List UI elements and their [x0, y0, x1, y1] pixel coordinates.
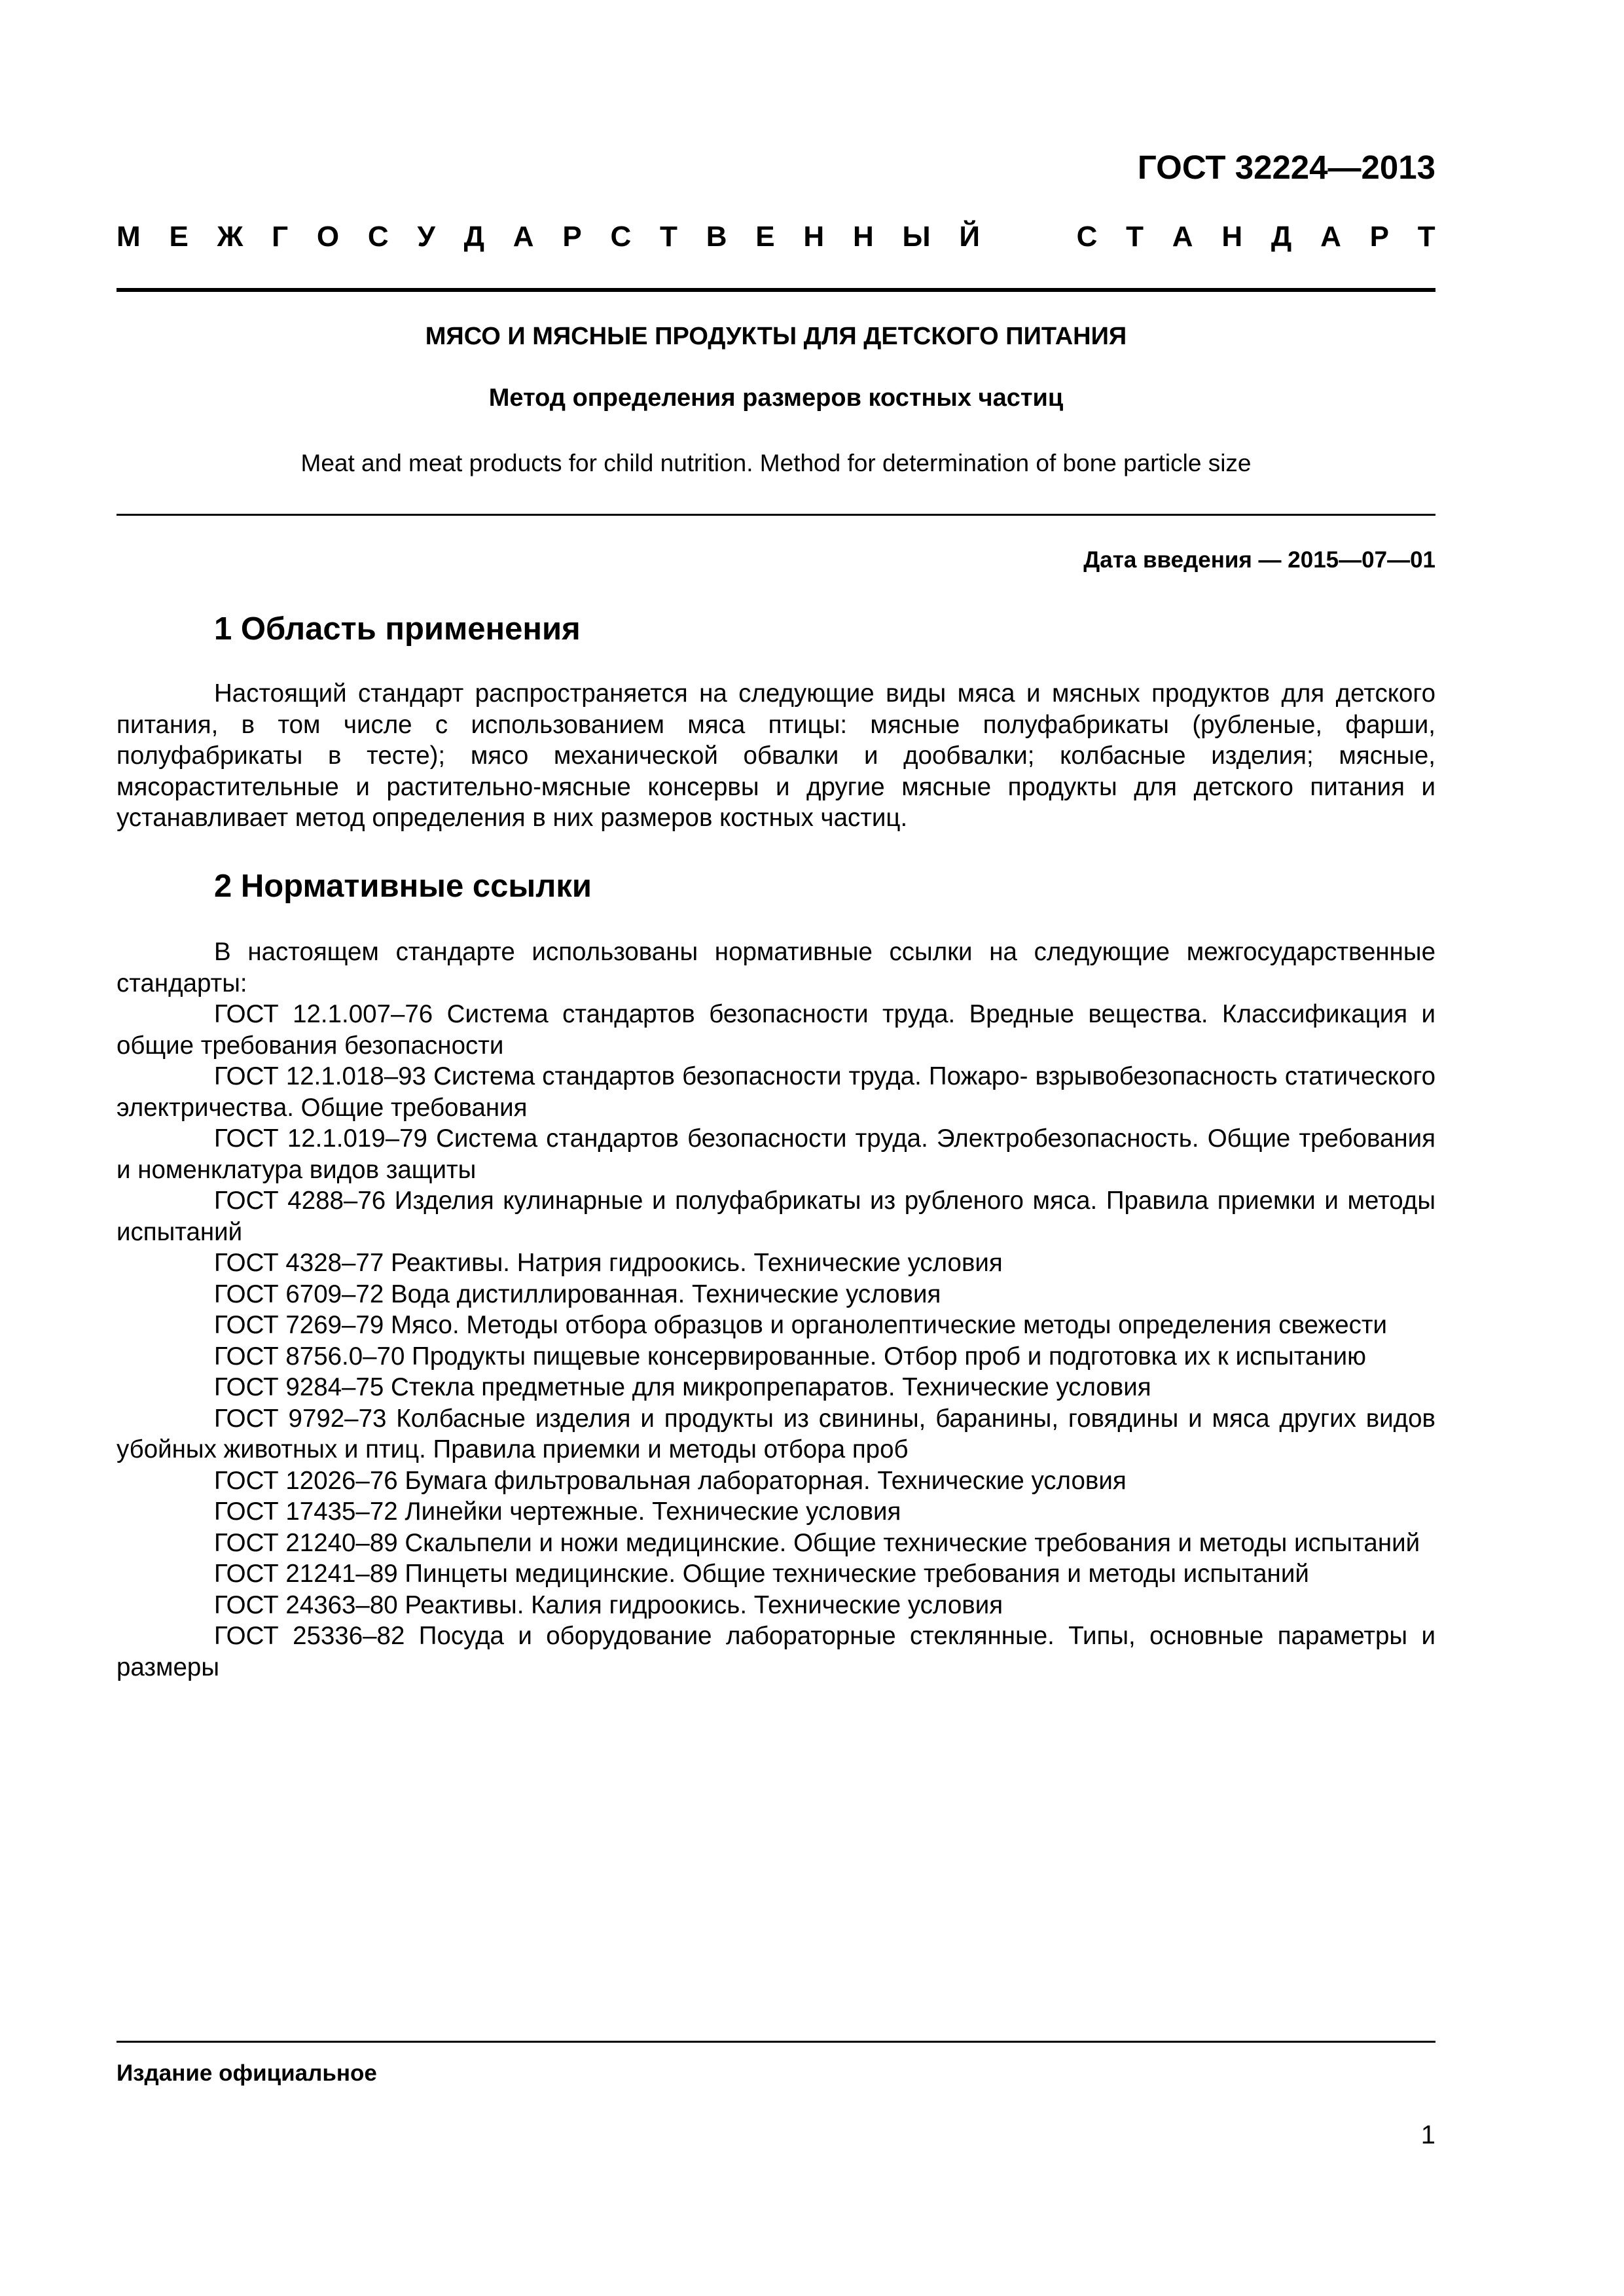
letter: С: [610, 221, 632, 253]
letter: А: [1172, 221, 1193, 253]
reference-item: ГОСТ 8756.0–70 Продукты пищевые консервированные. Отбор проб и подготовка их к испытанию: [214, 1342, 1366, 1371]
introduction-date: Дата введения — 2015—07—01: [1083, 547, 1435, 573]
reference-item: ГОСТ 17435–72 Линейки чертежные. Технические условия: [214, 1498, 901, 1526]
letter: Н: [1221, 221, 1243, 253]
letter: В: [706, 221, 727, 253]
edition-label: Издание официальное: [117, 2060, 377, 2086]
reference-item: ГОСТ 4328–77 Реактивы. Натрия гидроокись. Технические условия: [214, 1249, 1003, 1277]
section-2-body: [117, 937, 1435, 1683]
letter: Д: [463, 221, 484, 253]
reference-item: ГОСТ 24363–80 Реактивы. Калия гидроокись. Технические условия: [214, 1590, 1003, 1619]
letter: Е: [169, 221, 189, 253]
reference-item: ГОСТ 21241–89 Пинцеты медицинские. Общие технические требования и методы испытаний: [214, 1560, 1309, 1588]
footer-rule: [117, 2041, 1435, 2043]
title-rule: [117, 514, 1435, 516]
letter: Р: [1369, 221, 1389, 253]
reference-item: ГОСТ 6709–72 Вода дистиллированная. Технические условия: [214, 1280, 941, 1308]
letter: Н: [852, 221, 874, 253]
letter: Е: [755, 221, 775, 253]
english-title: Meat and meat products for child nutrition. Method for determination of bone particle size: [300, 450, 1252, 476]
header-rule: [117, 288, 1435, 292]
letter: Т: [1126, 221, 1144, 253]
reference-item: ГОСТ 7269–79 Мясо. Методы отбора образцов и органолептические методы определения свежести: [214, 1311, 1387, 1339]
letter: А: [513, 221, 534, 253]
reference-item: ГОСТ 12.1.018–93 Система стандартов безопасности труда. Пожаро- взрывобезопасность статического электричества. Общие требования: [117, 1062, 1435, 1122]
letter: Р: [562, 221, 582, 253]
letter: Т: [660, 221, 677, 253]
document-subtitle: Метод определения размеров костных частиц: [488, 384, 1064, 412]
section-1-paragraph: Настоящий стандарт распространяется на следующие виды мяса и мясных продуктов для детского питания, в том числе с использованием мяса птицы: мясные полуфабрикаты (рубленые, фарши, полуфабрикаты в тесте); мясо механической обвалки и дообвалки; колбасные изделия; мясные, мясорастительные и растительно-мясные консервы и другие мясные продукты для детского питания и устанавливает метод определения в них размеров костных частиц.: [117, 679, 1435, 832]
document-number: ГОСТ 32224—2013: [1137, 149, 1435, 186]
page-number: 1: [1420, 2121, 1435, 2149]
letter: Д: [1271, 221, 1292, 253]
letter: Ж: [217, 221, 244, 253]
letter: М: [117, 221, 141, 253]
letter: Н: [803, 221, 825, 253]
reference-list: [117, 999, 1435, 1683]
reference-item: ГОСТ 12.1.007–76 Система стандартов безопасности труда. Вредные вещества. Классификация и общие требования безопасности: [117, 1000, 1435, 1060]
reference-item: ГОСТ 9792–73 Колбасные изделия и продукты из свинины, баранины, говядины и мяса других видов убойных животных и птиц. Правила приемки и методы отбора проб: [117, 1404, 1435, 1463]
section-2-intro: В настоящем стандарте использованы нормативные ссылки на следующие межгосударственные стандарты:: [117, 938, 1435, 997]
letter: Ы: [902, 221, 931, 253]
section-1-body: [117, 678, 1435, 834]
standard-type-heading: [117, 221, 1435, 253]
reference-item: ГОСТ 9284–75 Стекла предметные для микропрепаратов. Технические условия: [214, 1373, 1151, 1401]
reference-item: ГОСТ 12026–76 Бумага фильтровальная лабораторная. Технические условия: [214, 1466, 1127, 1495]
section-1-heading: 1 Область применения: [214, 611, 581, 647]
letter: Г: [272, 221, 289, 253]
letter: С: [1076, 221, 1098, 253]
letter: С: [367, 221, 389, 253]
letter: О: [316, 221, 340, 253]
letter: У: [417, 221, 435, 253]
document-title: МЯСО И МЯСНЫЕ ПРОДУКТЫ ДЛЯ ДЕТСКОГО ПИТАНИЯ: [425, 323, 1127, 350]
letter: Т: [1417, 221, 1435, 253]
reference-item: ГОСТ 12.1.019–79 Система стандартов безопасности труда. Электробезопасность. Общие требования и номенклатура видов защиты: [117, 1124, 1435, 1184]
reference-item: ГОСТ 25336–82 Посуда и оборудование лабораторные стеклянные. Типы, основные параметры и размеры: [117, 1622, 1435, 1681]
reference-item: ГОСТ 21240–89 Скальпели и ножи медицинские. Общие технические требования и методы испытаний: [214, 1528, 1420, 1557]
reference-item: ГОСТ 4288–76 Изделия кулинарные и полуфабрикаты из рубленого мяса. Правила приемки и методы испытаний: [117, 1187, 1435, 1246]
letter: А: [1320, 221, 1341, 253]
letter: Й: [959, 221, 980, 253]
section-2-heading: 2 Нормативные ссылки: [214, 869, 592, 904]
